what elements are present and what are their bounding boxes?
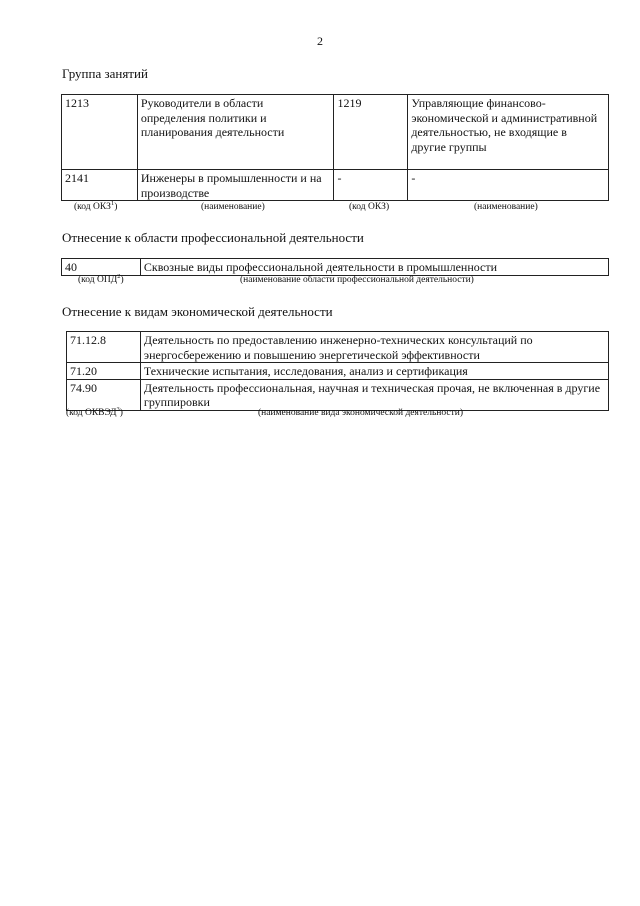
table-cell-okved-code: 71.20 bbox=[67, 363, 141, 380]
caption-okz-code: (код ОКЗ) bbox=[349, 202, 390, 212]
table-cell-okz-code: 2141 bbox=[62, 170, 138, 201]
occupations-table bbox=[61, 94, 609, 201]
occupations-heading: Группа занятий bbox=[62, 66, 148, 81]
table-row bbox=[67, 379, 609, 410]
professional-area-table bbox=[61, 258, 609, 276]
table-cell-okz-name: Руководители в области определения политики и планирования деятельности bbox=[137, 95, 334, 170]
table-cell-okved-name: Деятельность профессиональная, научная и техническая прочая, не включенная в другие группировки bbox=[140, 379, 608, 410]
caption-name: (наименование) bbox=[474, 202, 538, 212]
caption-okz-code: (код ОКЗ$^1$) bbox=[74, 200, 118, 212]
table-row bbox=[62, 170, 609, 201]
professional-area-heading: Отнесение к области профессиональной деятельности bbox=[62, 230, 364, 245]
caption-okved-code: (код ОКВЭД$^3$) bbox=[66, 406, 123, 418]
table-cell-okved-name: Деятельность по предоставлению инженерно-технических консультаций по энергосбережению и повышению энергетической эффективности bbox=[140, 332, 608, 363]
table-row bbox=[67, 332, 609, 363]
table-cell-okz-name: Инженеры в промышленности и на производстве bbox=[137, 170, 334, 201]
table-row bbox=[67, 363, 609, 380]
table-cell-okz-name: Управляющие финансово-экономической и административной деятельностью, не входящие в другие группы bbox=[408, 95, 609, 170]
table-cell-okz-code: 1219 bbox=[334, 95, 408, 170]
table-row bbox=[62, 95, 609, 170]
page-number: 2 bbox=[317, 34, 323, 48]
table-row bbox=[62, 259, 609, 276]
caption-name: (наименование) bbox=[201, 202, 265, 212]
table-cell-okz-code: - bbox=[334, 170, 408, 201]
economic-activity-heading: Отнесение к видам экономической деятельности bbox=[62, 304, 333, 319]
table-cell-opd-code: 40 bbox=[62, 259, 141, 276]
caption-opd-code: (код ОПД$^2$) bbox=[78, 273, 124, 285]
economic-activity-table bbox=[66, 331, 609, 411]
caption-opd-name: (наименование области профессиональной деятельности) bbox=[240, 275, 474, 285]
table-cell-okz-name: - bbox=[408, 170, 609, 201]
caption-okved-name: (наименование вида экономической деятельности) bbox=[258, 408, 463, 418]
table-cell-okved-code: 74.90 bbox=[67, 379, 141, 410]
table-cell-okz-code: 1213 bbox=[62, 95, 138, 170]
table-cell-opd-name: Сквозные виды профессиональной деятельности в промышленности bbox=[140, 259, 608, 276]
table-cell-okved-code: 71.12.8 bbox=[67, 332, 141, 363]
table-cell-okved-name: Технические испытания, исследования, анализ и сертификация bbox=[140, 363, 608, 380]
